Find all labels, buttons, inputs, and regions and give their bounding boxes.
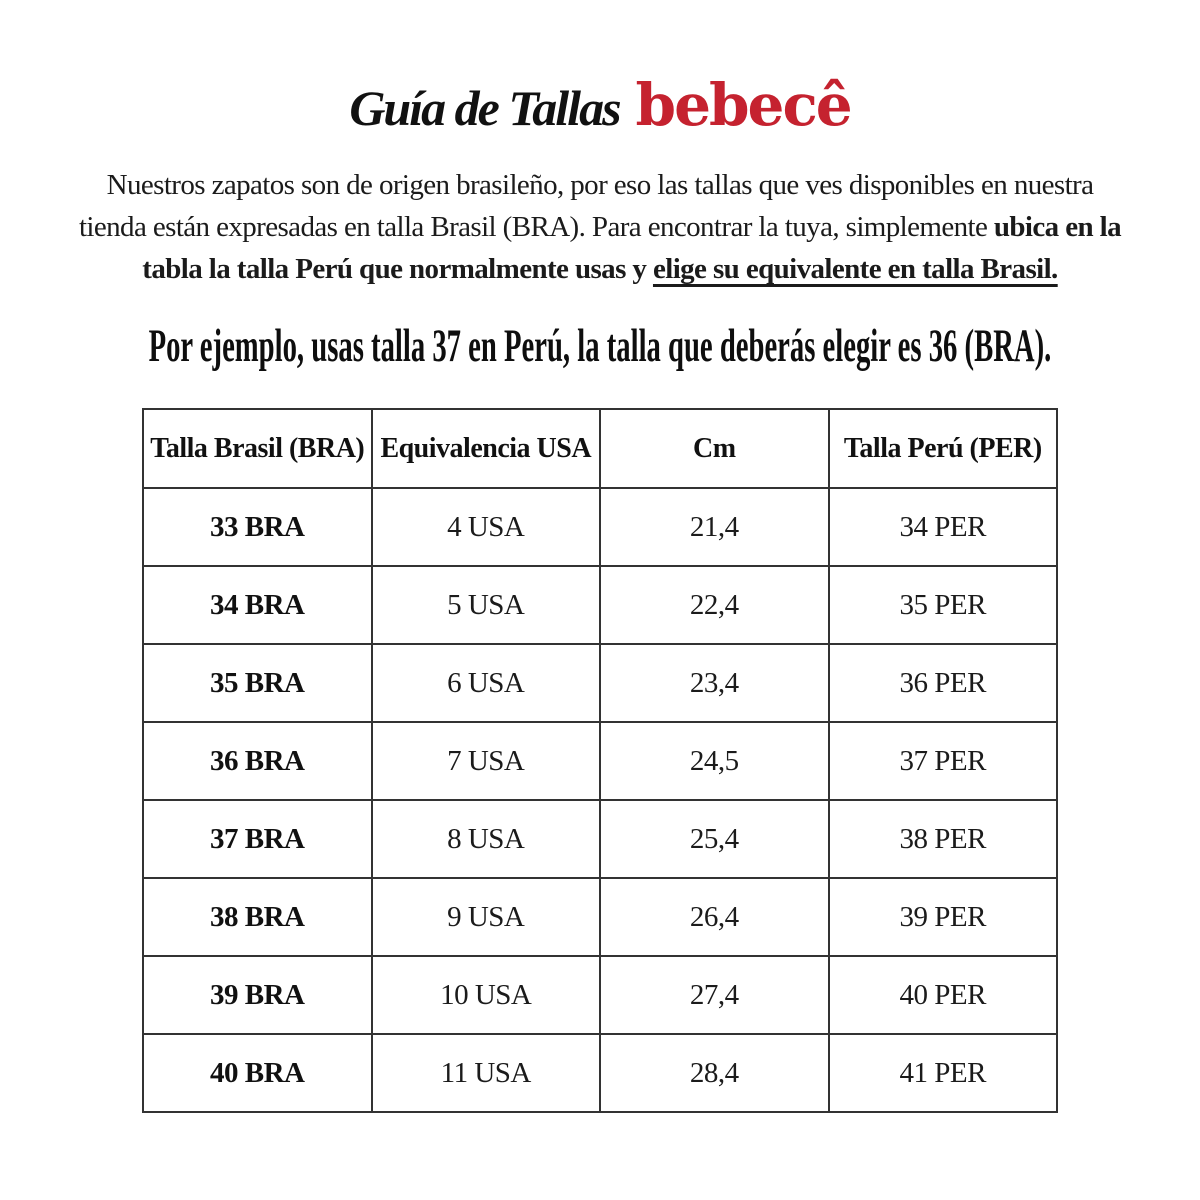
- cell-cm: 28,4: [600, 1034, 829, 1112]
- cell-bra: 34 BRA: [143, 566, 372, 644]
- intro-paragraph: [74, 164, 1126, 290]
- cell-usa: 10 USA: [372, 956, 601, 1034]
- size-conversion-table: [142, 408, 1058, 1113]
- cell-usa: 5 USA: [372, 566, 601, 644]
- column-header-cm: Cm: [600, 409, 829, 488]
- cell-cm: 24,5: [600, 722, 829, 800]
- table-row: [143, 566, 1057, 644]
- cell-usa: 8 USA: [372, 800, 601, 878]
- cell-usa: 9 USA: [372, 878, 601, 956]
- cell-per: 34 PER: [829, 488, 1058, 566]
- intro-text-bold: ubica en la tabla la talla Perú que normalmente usas y: [142, 211, 1122, 285]
- example-line-container: [0, 318, 1200, 374]
- cell-bra: 33 BRA: [143, 488, 372, 566]
- cell-bra: 40 BRA: [143, 1034, 372, 1112]
- size-table-header-row: [143, 409, 1057, 488]
- cell-cm: 21,4: [600, 488, 829, 566]
- intro-text-normal: Nuestros zapatos son de origen brasileño, por eso las tallas que ves disponibles en nuestra tienda están expresadas en talla Brasil (BRA). Para encontrar la tuya, simplemente: [78, 169, 1094, 243]
- cell-bra: 35 BRA: [143, 644, 372, 722]
- example-line: Por ejemplo, usas talla 37 en Perú, la talla que deberás elegir es 36 (BRA).: [148, 320, 1052, 372]
- masthead: [0, 71, 1200, 140]
- table-row: [143, 722, 1057, 800]
- table-row: [143, 878, 1057, 956]
- cell-usa: 11 USA: [372, 1034, 601, 1112]
- column-header-talla-brasil: Talla Brasil (BRA): [143, 409, 372, 488]
- table-row: [143, 956, 1057, 1034]
- cell-bra: 38 BRA: [143, 878, 372, 956]
- cell-cm: 26,4: [600, 878, 829, 956]
- cell-per: 37 PER: [829, 722, 1058, 800]
- brand-logo: bebecê: [635, 71, 851, 139]
- intro-text-bold-underlined: elige su equivalente en talla Brasil.: [652, 253, 1058, 285]
- table-row: [143, 1034, 1057, 1112]
- page-title: Guía de Tallas: [349, 80, 620, 136]
- cell-bra: 37 BRA: [143, 800, 372, 878]
- cell-bra: 36 BRA: [143, 722, 372, 800]
- cell-usa: 6 USA: [372, 644, 601, 722]
- cell-usa: 4 USA: [372, 488, 601, 566]
- cell-cm: 27,4: [600, 956, 829, 1034]
- cell-per: 40 PER: [829, 956, 1058, 1034]
- cell-per: 39 PER: [829, 878, 1058, 956]
- table-row: [143, 644, 1057, 722]
- column-header-talla-peru: Talla Perú (PER): [829, 409, 1058, 488]
- cell-cm: 23,4: [600, 644, 829, 722]
- cell-per: 41 PER: [829, 1034, 1058, 1112]
- cell-per: 35 PER: [829, 566, 1058, 644]
- table-row: [143, 488, 1057, 566]
- cell-per: 36 PER: [829, 644, 1058, 722]
- cell-per: 38 PER: [829, 800, 1058, 878]
- column-header-equivalencia-usa: Equivalencia USA: [372, 409, 601, 488]
- cell-usa: 7 USA: [372, 722, 601, 800]
- cell-bra: 39 BRA: [143, 956, 372, 1034]
- table-row: [143, 800, 1057, 878]
- cell-cm: 25,4: [600, 800, 829, 878]
- cell-cm: 22,4: [600, 566, 829, 644]
